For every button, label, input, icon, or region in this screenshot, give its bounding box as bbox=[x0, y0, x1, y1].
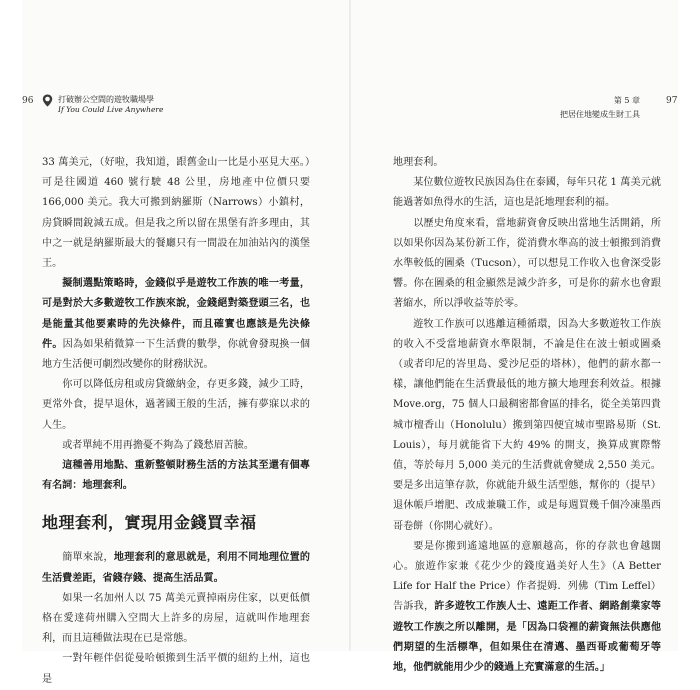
left-page-number: 96 bbox=[22, 96, 34, 106]
paragraph: 33 萬美元，（好啦，我知道，跟舊金山一比是小巫見大巫。）可是往國道 460 號行駛 48 公里，房地產中位價只要 166,000 美元。我大可搬到納羅斯（Narrows）小鎮村，房貸瞬間銳減五成。但是我之所以留在黑堡有許多理由，其中之一就是納羅斯最大的餐廳只有一間設在加油站內的漢堡王。 bbox=[42, 157, 310, 270]
plain-text: 要是你搬到遙遠地區的意願越高，你的存款也會越闊心。旅遊作家兼《花少少的錢度過美好人生》（A Better Life for Half the Price）作者提姆．列佛（Tim Leffel）告訴我， bbox=[393, 540, 661, 613]
paragraph: 遊牧工作族可以逃離這種循環，因為大多數遊牧工作族的收入不受當地薪資水準限制，不論是住在波士頓或圖桑（或者印尼的峇里島、愛沙尼亞的塔林），他們的薪水都一樣，讓他們能在生活費最低的地方擴大地理套利效益。根據 Move.org，75 個人口最稠密都會區的排名，從全美第四貴城市檀香山（Honolulu）搬到第四便宜城市聖路易斯（St. Louis），每月就能省下大約 49% 的開支，換算成實際幣值，等於每月 5,000 美元的生活費就會變成 2,550 美元。要是多出這筆存款，你就能升級生活型態，幫你的（提早）退休帳戶增肥、改成兼職工作，或是每週買幾千個冷凍墨西哥卷餅（你開心就好）。 bbox=[393, 318, 661, 532]
left-body-text bbox=[42, 153, 310, 690]
right-body-text bbox=[393, 153, 661, 678]
paragraph bbox=[42, 548, 310, 588]
bold-text: 擬制選點策略時，金錢似乎是遊牧工作族的唯一考量，可是對於大多數遊牧工作族來說，金錢絕對築登頭三名，也是能量其他要素時的先決條件，而且確實也應該是先決條件。 bbox=[42, 278, 310, 350]
bold-text: 許多遊牧工作族人士、遠距工作者、網路創業家等遊牧工作族之所以離開，是「因為口袋裡的薪資無法供應他們期望的生活標準，但如果住在清邁、墨西哥或葡萄牙等地，他們就能用少少的錢過上充實滿意的生活。」 bbox=[393, 601, 661, 674]
left-header-title: 打破辦公空間的遊牧職場學 bbox=[58, 95, 154, 104]
paragraph bbox=[42, 274, 310, 375]
right-header-title: 把居住地變成生財工具 bbox=[560, 110, 640, 119]
location-pin-logo-icon bbox=[42, 94, 53, 107]
paragraph: 某位數位遊牧民族因為住在泰國，每年只花 1 萬美元就能過著如魚得水的生活，這也是託地理套利的福。 bbox=[393, 177, 661, 209]
paragraph: 如果一名加州人以 75 萬美元賣掉兩房住家，以更低價格在愛達荷州購入空間大上許多的房屋，這就叫作地理套利，而且這種做法現在已是常態。 bbox=[42, 592, 310, 645]
paragraph: 你可以降低房租或房貸繳納金，存更多錢，減少工時，更常外食，提早退休，過著國王般的生活，擁有夢寐以求的人生。 bbox=[42, 379, 310, 431]
paragraph: 地理套利。 bbox=[393, 157, 444, 168]
book-gutter bbox=[349, 0, 351, 651]
right-page-number: 97 bbox=[666, 96, 678, 106]
paragraph bbox=[393, 537, 661, 678]
paragraph: 一對年輕伴侶從曼哈頓搬到生活平價的紐約上州，這也是 bbox=[42, 653, 310, 685]
paragraph: 以歷史角度來看，當地薪資會反映出當地生活開銷，所以如果你因為某份新工作，從消費水準高的波士頓搬到消費水準較低的圖桑（Tucson），可以想見工作收入也會深受影響。你在圖桑的租金顯然是減少許多，可是你的薪水也會跟著縮水，所以淨收益等於零。 bbox=[393, 217, 661, 310]
plain-text: 因為如果稍微算一下生活費的數學，你就會發現換一個地方生活便可劇烈改變你的財務狀況。 bbox=[42, 338, 311, 371]
paragraph: 這種善用地點、重新整頓財務生活的方法其至還有個專有名詞：地理套利。 bbox=[42, 460, 310, 492]
right-running-header bbox=[560, 95, 640, 120]
paragraph: 或者單純不用再擔憂不夠為了錢愁眉苦臉。 bbox=[62, 439, 254, 451]
section-heading: 地理套利，實現用金錢買幸福 bbox=[42, 513, 257, 533]
right-header-chapter: 第 5 章 bbox=[613, 96, 640, 105]
plain-text: 簡單來說， bbox=[62, 552, 114, 564]
left-header-subtitle: If You Could Live Anywhere bbox=[58, 105, 164, 114]
bold-text: 地理套利的意思就是，利用不同地理位置的生活費差距，省錢存錢、提高生活品質。 bbox=[42, 552, 311, 584]
